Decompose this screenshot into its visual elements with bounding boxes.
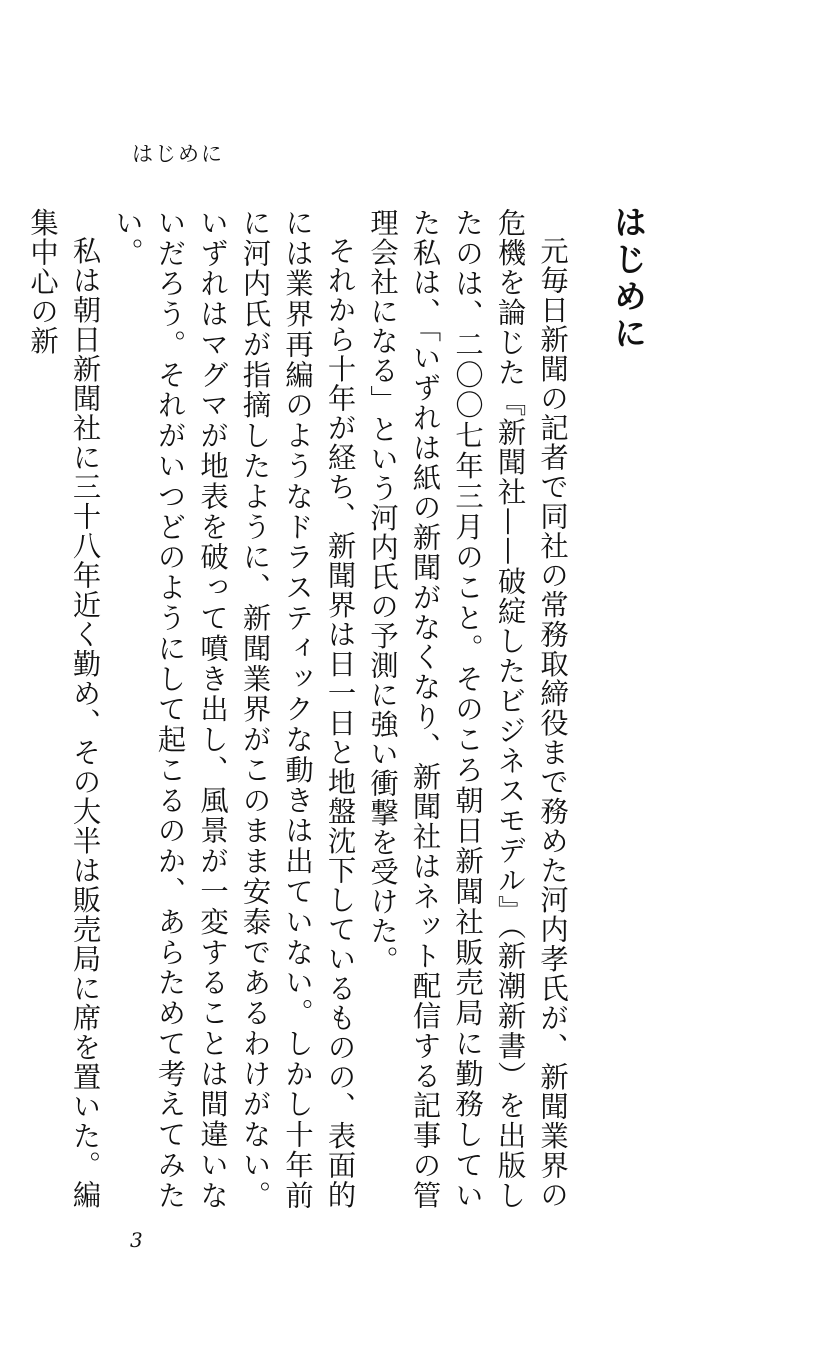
body-text bbox=[21, 208, 574, 1210]
paragraph: それから十年が経ち、新聞界は日一日と地盤沈下しているものの、表面的には業界再編のようなドラスティックな動きは出ていない。しかし十年前に河内氏が指摘したように、新聞業界がこのまま安泰であるわけがない。いずれはマグマが地表を破って噴き出し、風景が一変することは間違いないだろう。それがいつどのようにして起こるのか、あらためて考えてみたい。 bbox=[111, 208, 357, 1210]
page-number: 3 bbox=[130, 1228, 143, 1252]
chapter-title: はじめに bbox=[609, 205, 648, 353]
paragraph: 元毎日新聞の記者で同社の常務取締役まで務めた河内孝氏が、新聞業界の危機を論じた『新聞社——破綻したビジネスモデル』（新潮新書）を出版したのは、二〇〇七年三月のこと。そのころ朝日新聞社販売局に勤務していた私は、「いずれは紙の新聞がなくなり、新聞社はネット配信する記事の管理会社になる」という河内氏の予測に強い衝撃を受けた。 bbox=[366, 208, 569, 1210]
running-head: はじめに bbox=[132, 142, 224, 166]
paragraph: 私は朝日新聞社に三十八年近く勤め、その大半は販売局に席を置いた。編集中心の新 bbox=[26, 208, 102, 1210]
